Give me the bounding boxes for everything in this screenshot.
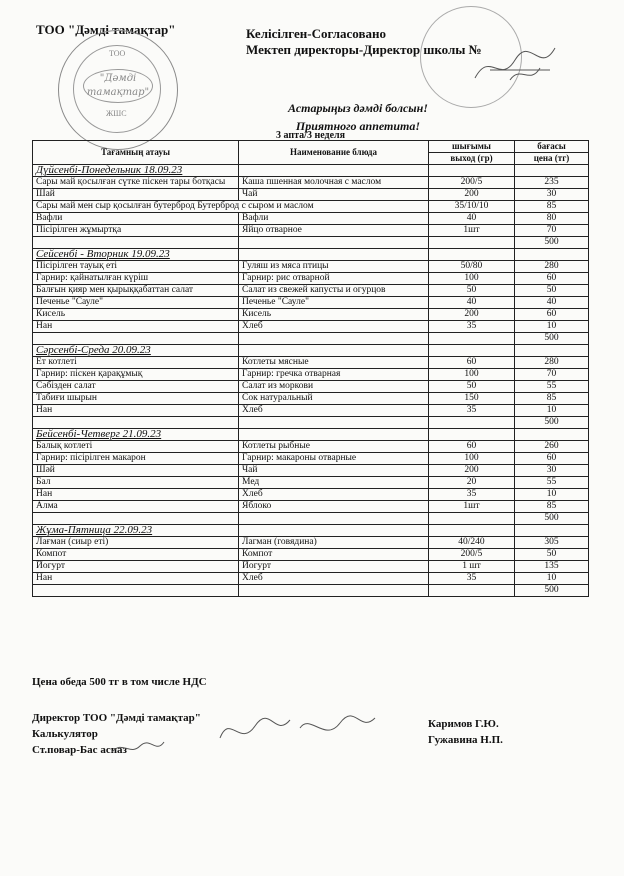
dish-name-ru: Чай [239, 189, 429, 201]
wish-kz: Астарыңыз дәмді болсын! [288, 101, 428, 115]
day-total: 500 [515, 513, 589, 525]
dish-name-kz: Кисель [33, 309, 239, 321]
footer-signatures [200, 708, 380, 758]
price-note: Цена обеда 500 тг в том числе НДС [32, 676, 207, 688]
menu-row [33, 261, 589, 273]
dish-name-ru: Гарнир: макароны отварные [239, 453, 429, 465]
director-signature [470, 40, 560, 90]
dish-yield: 50 [429, 381, 515, 393]
dish-price: 135 [515, 561, 589, 573]
dish-name-ru: Йогурт [239, 561, 429, 573]
signatory-guzhavina: Гужавина Н.П. [428, 734, 503, 746]
dish-name-ru: Лагман (говядина) [239, 537, 429, 549]
dish-name-ru: Котлеты рыбные [239, 441, 429, 453]
cook-label: Ст.повар-Бас аспаз [32, 744, 127, 756]
dish-yield: 200 [429, 189, 515, 201]
dish-yield: 60 [429, 441, 515, 453]
dish-price: 280 [515, 261, 589, 273]
menu-row [33, 381, 589, 393]
menu-row [33, 213, 589, 225]
col-header-name-kz: Тағамның атауы [33, 141, 239, 165]
menu-row [33, 561, 589, 573]
day-total-row [33, 237, 589, 249]
dish-yield: 150 [429, 393, 515, 405]
dish-name-kz: Нан [33, 321, 239, 333]
dish-price: 85 [515, 501, 589, 513]
dish-name-kz: Печенье "Сауле" [33, 297, 239, 309]
dish-name-kz: Нан [33, 405, 239, 417]
dish-name-kz: Гарнир: қайнатылған күріш [33, 273, 239, 285]
dish-name-kz: Нан [33, 573, 239, 585]
day-total-row [33, 585, 589, 597]
dish-yield: 1шт [429, 501, 515, 513]
dish-price: 60 [515, 309, 589, 321]
dish-name-ru: Котлеты мясные [239, 357, 429, 369]
dish-price: 40 [515, 297, 589, 309]
col-header-name-ru: Наименование блюда [239, 141, 429, 165]
dish-yield: 1 шт [429, 561, 515, 573]
menu-row [33, 273, 589, 285]
company-stamp [58, 30, 178, 150]
dish-name-ru: Хлеб [239, 405, 429, 417]
dish-name-kz: Алма [33, 501, 239, 513]
dish-name-kz: Лағман (сиыр еті) [33, 537, 239, 549]
dish-name-ru: Хлеб [239, 321, 429, 333]
approval-line-1: Келісілген-Согласовано [246, 26, 386, 41]
dish-name-ru: Салат из свежей капусты и огурцов [239, 285, 429, 297]
company-name: ТОО "Дәмді тамақтар" [36, 22, 176, 37]
dish-price: 280 [515, 357, 589, 369]
day-title: Дүйсенбі-Понедельник 18.09.23 [33, 165, 239, 177]
day-total-row [33, 513, 589, 525]
menu-row [33, 309, 589, 321]
dish-price: 70 [515, 225, 589, 237]
menu-row [33, 537, 589, 549]
dish-name-ru: Гарнир: гречка отварная [239, 369, 429, 381]
dish-yield: 35/10/10 [429, 201, 515, 213]
stamp-center: "Дәмді тамақтар" [83, 69, 153, 103]
dish-name-ru: Каша пшенная молочная с маслом [239, 177, 429, 189]
dish-name-ru: Хлеб [239, 489, 429, 501]
dish-yield: 20 [429, 477, 515, 489]
dish-name-kz: Нан [33, 489, 239, 501]
dish-yield: 60 [429, 357, 515, 369]
dish-name-kz: Бал [33, 477, 239, 489]
menu-row [33, 573, 589, 585]
dish-price: 10 [515, 489, 589, 501]
dish-price: 10 [515, 321, 589, 333]
dish-name-combined: Сары май мен сыр қосылған бутерброд Бутерброд с сыром и маслом [33, 201, 429, 213]
menu-row [33, 501, 589, 513]
dish-name-ru: Мед [239, 477, 429, 489]
menu-row [33, 441, 589, 453]
cook-signature [108, 738, 168, 758]
dish-price: 80 [515, 213, 589, 225]
dish-yield: 35 [429, 489, 515, 501]
dish-name-ru: Гарнир: рис отварной [239, 273, 429, 285]
dish-name-kz: Сәбізден салат [33, 381, 239, 393]
dish-price: 30 [515, 465, 589, 477]
dish-price: 10 [515, 573, 589, 585]
day-header-row [33, 345, 589, 357]
dish-yield: 100 [429, 453, 515, 465]
dish-yield: 100 [429, 273, 515, 285]
dish-name-ru: Гуляш из мяса птицы [239, 261, 429, 273]
dish-yield: 40 [429, 213, 515, 225]
menu-row [33, 477, 589, 489]
col-header-yield-unit: выход (гр) [429, 153, 515, 165]
approval-block [246, 26, 482, 58]
menu-row [33, 189, 589, 201]
dish-yield: 1шт [429, 225, 515, 237]
dish-name-ru: Кисель [239, 309, 429, 321]
dish-name-kz: Гарнир: пісірілген макарон [33, 453, 239, 465]
dish-price: 55 [515, 381, 589, 393]
dish-yield: 40/240 [429, 537, 515, 549]
dish-name-kz: Шәй [33, 465, 239, 477]
menu-row [33, 549, 589, 561]
menu-row [33, 225, 589, 237]
dish-name-kz: Балғын қияр мен қырыққабаттан салат [33, 285, 239, 297]
wish-ru: Приятного аппетита! [295, 119, 421, 133]
menu-table [32, 140, 589, 597]
director-label: Директор ТОО "Дәмді тамақтар" [32, 712, 201, 724]
dish-price: 85 [515, 393, 589, 405]
menu-row [33, 489, 589, 501]
dish-name-kz: Пісірілген тауық еті [33, 261, 239, 273]
dish-yield: 200 [429, 309, 515, 321]
dish-yield: 50/80 [429, 261, 515, 273]
day-total: 500 [515, 333, 589, 345]
menu-row [33, 201, 589, 213]
dish-price: 305 [515, 537, 589, 549]
menu-row [33, 465, 589, 477]
day-total: 500 [515, 237, 589, 249]
dish-price: 50 [515, 549, 589, 561]
dish-name-ru: Яйцо отварное [239, 225, 429, 237]
dish-yield: 50 [429, 285, 515, 297]
dish-name-ru: Хлеб [239, 573, 429, 585]
menu-row [33, 369, 589, 381]
dish-price: 70 [515, 369, 589, 381]
dish-name-ru: Компот [239, 549, 429, 561]
dish-price: 30 [515, 189, 589, 201]
dish-yield: 35 [429, 321, 515, 333]
dish-price: 260 [515, 441, 589, 453]
col-header-price-unit: цена (тг) [515, 153, 589, 165]
day-title: Сәрсенбі-Среда 20.09.23 [33, 345, 239, 357]
day-title: Жұма-Пятница 22.09.23 [33, 525, 239, 537]
dish-price: 50 [515, 285, 589, 297]
approval-line-2: Мектеп директоры-Директор школы № [246, 42, 482, 57]
day-header-row [33, 249, 589, 261]
dish-yield: 40 [429, 297, 515, 309]
dish-name-kz: Гарнир: піскен қарақұмық [33, 369, 239, 381]
menu-row [33, 393, 589, 405]
day-total: 500 [515, 417, 589, 429]
dish-name-kz: Сары май қосылған сүтке піскен тары ботқасы [33, 177, 239, 189]
menu-row [33, 285, 589, 297]
dish-name-kz: Балық котлеті [33, 441, 239, 453]
menu-row [33, 177, 589, 189]
stamp-text-bottom: ЖШС [106, 109, 127, 118]
day-title: Сейсенбі - Вторник 19.09.23 [33, 249, 239, 261]
day-title: Бейсенбі-Четверг 21.09.23 [33, 429, 239, 441]
dish-name-ru: Чай [239, 465, 429, 477]
dish-yield: 35 [429, 573, 515, 585]
dish-price: 55 [515, 477, 589, 489]
day-total-row [33, 417, 589, 429]
dish-yield: 200/5 [429, 177, 515, 189]
day-total: 500 [515, 585, 589, 597]
dish-price: 85 [515, 201, 589, 213]
signatory-karimov: Каримов Г.Ю. [428, 718, 499, 730]
dish-price: 60 [515, 453, 589, 465]
menu-row [33, 357, 589, 369]
dish-name-kz: Ет котлеті [33, 357, 239, 369]
dish-name-ru: Печенье "Сауле" [239, 297, 429, 309]
dish-name-ru: Сок натуральный [239, 393, 429, 405]
col-header-yield: шығымы [429, 141, 515, 153]
dish-price: 235 [515, 177, 589, 189]
week-label: 3 апта/3 неделя [276, 130, 346, 141]
dish-name-kz: Вафли [33, 213, 239, 225]
dish-yield: 100 [429, 369, 515, 381]
dish-price: 10 [515, 405, 589, 417]
dish-price: 60 [515, 273, 589, 285]
dish-name-kz: Компот [33, 549, 239, 561]
dish-name-kz: Йогурт [33, 561, 239, 573]
dish-name-kz: Табиғи шырын [33, 393, 239, 405]
calculator-label: Калькулятор [32, 728, 98, 740]
dish-name-kz: Пісірілген жұмыртқа [33, 225, 239, 237]
menu-row [33, 321, 589, 333]
day-header-row [33, 429, 589, 441]
day-total-row [33, 333, 589, 345]
dish-yield: 200/5 [429, 549, 515, 561]
menu-row [33, 453, 589, 465]
stamp-text-top: ТОО [109, 49, 126, 58]
menu-row [33, 405, 589, 417]
dish-name-ru: Вафли [239, 213, 429, 225]
col-header-price: бағасы [515, 141, 589, 153]
dish-name-kz: Шай [33, 189, 239, 201]
dish-yield: 35 [429, 405, 515, 417]
dish-name-ru: Яблоко [239, 501, 429, 513]
dish-name-ru: Салат из моркови [239, 381, 429, 393]
menu-row [33, 297, 589, 309]
day-header-row [33, 525, 589, 537]
dish-yield: 200 [429, 465, 515, 477]
day-header-row [33, 165, 589, 177]
